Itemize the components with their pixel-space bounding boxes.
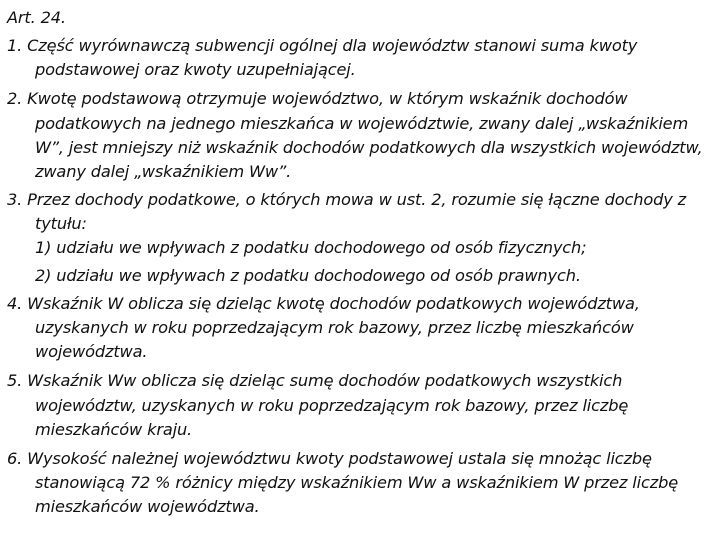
article-heading: Art. 24. [7, 8, 66, 27]
paragraph-3-item-1: 1) udziału we wpływach z podatku dochodowego od osób fizycznych; [35, 238, 587, 257]
paragraph-3-line-2: tytułu: [35, 214, 87, 233]
paragraph-5-line-3: mieszkańców kraju. [35, 420, 193, 439]
paragraph-6-line-2: stanowiącą 72 % różnicy między wskaźnikiem Ww a wskaźnikiem W przez liczbę [35, 473, 679, 492]
paragraph-2-line-4: zwany dalej „wskaźnikiem Ww”. [35, 162, 292, 181]
paragraph-6-line-1: 6. Wysokość należnej województwu kwoty podstawowej ustala się mnożąc liczbę [7, 449, 652, 468]
paragraph-3-item-2: 2) udziału we wpływach z podatku dochodowego od osób prawnych. [35, 266, 581, 285]
paragraph-4-line-2: uzyskanych w roku poprzedzającym rok bazowy, przez liczbę mieszkańców [35, 318, 634, 337]
paragraph-3-line-1: 3. Przez dochody podatkowe, o których mowa w ust. 2, rozumie się łączne dochody z [7, 190, 686, 209]
paragraph-1-line-2: podstawowej oraz kwoty uzupełniającej. [35, 60, 356, 79]
paragraph-5-line-1: 5. Wskaźnik Ww oblicza się dzieląc sumę dochodów podatkowych wszystkich [7, 371, 623, 390]
paragraph-2-line-3: W”, jest mniejszy niż wskaźnik dochodów podatkowych dla wszystkich województw, [35, 138, 703, 157]
paragraph-6-line-3: mieszkańców województwa. [35, 497, 260, 516]
paragraph-4-line-1: 4. Wskaźnik W oblicza się dzieląc kwotę dochodów podatkowych województwa, [7, 294, 640, 313]
paragraph-2-line-2: podatkowych na jednego mieszkańca w województwie, zwany dalej „wskaźnikiem [35, 114, 689, 133]
paragraph-5-line-2: województw, uzyskanych w roku poprzedzającym rok bazowy, przez liczbę [35, 396, 629, 415]
paragraph-2-line-1: 2. Kwotę podstawową otrzymuje województwo, w którym wskaźnik dochodów [7, 89, 628, 108]
paragraph-4-line-3: województwa. [35, 342, 148, 361]
paragraph-1-line-1: 1. Część wyrównawczą subwencji ogólnej dla województw stanowi suma kwoty [7, 36, 638, 55]
